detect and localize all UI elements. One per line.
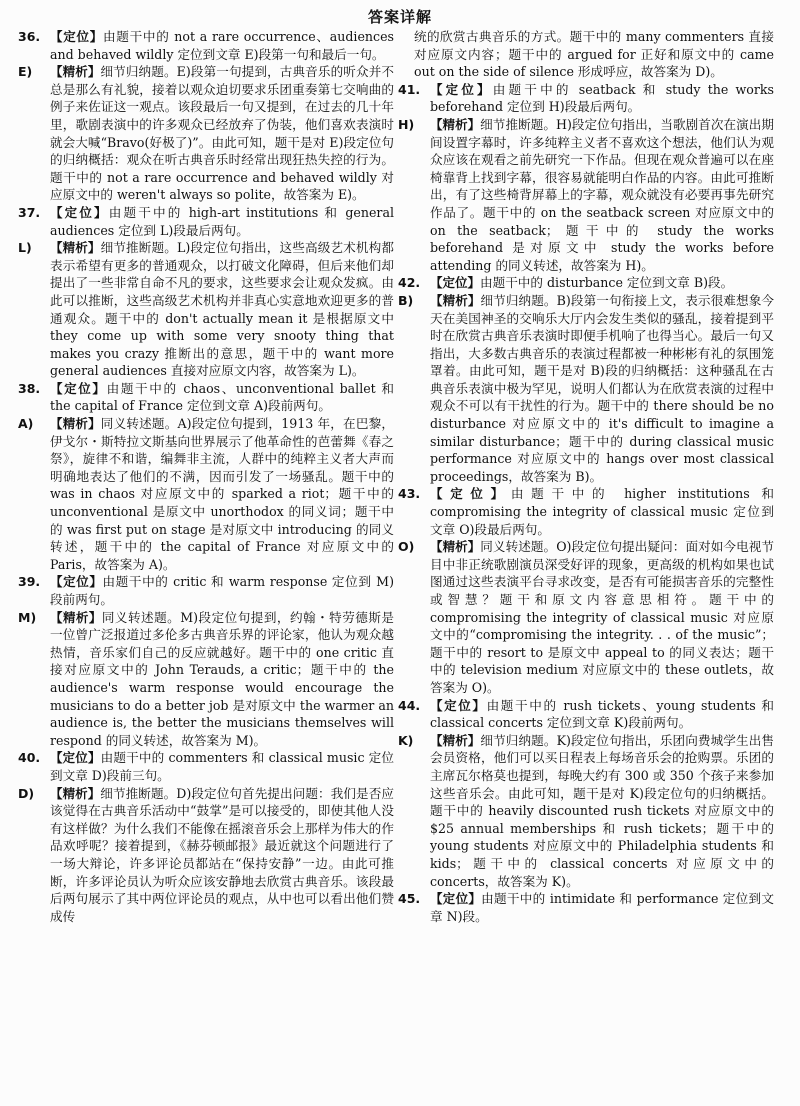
section-tag: 【精析】	[50, 785, 101, 801]
answer-entry	[18, 380, 394, 415]
section-tag: 【精析】	[50, 416, 101, 432]
section-tag: 【定位】	[50, 574, 103, 590]
question-number: M)	[18, 609, 37, 625]
section-tag: 【定位】	[430, 697, 487, 713]
answer-entry	[398, 485, 774, 538]
question-number: 36.	[18, 29, 41, 44]
entry-text: 由题干中的 high-art institutions 和 general audiences 定位到 L)段最后两句。	[50, 204, 394, 238]
question-number: B)	[398, 292, 414, 308]
answer-entry	[398, 697, 774, 732]
entry-text: 同义转述题。O)段定位句提出疑问：面对如今电视节目中非正统歌剧演员深受好评的现象，更高级的机构如果也试图通过这些表演平台寻求改变，是否有可能损害音乐的完整性或智慧？题干和原文内容意思相符。题干中的 compromising the integrity of classical music 对应原文中的“compromising the integrity. . . of the music”；题干中的 resort to 是原文中 appeal to 的同义表达；题干中的 television medium 对应原文中的 these outlets，故答案为 O)。	[430, 539, 774, 695]
section-tag: 【定位】	[50, 380, 107, 396]
answer-entry	[18, 28, 394, 63]
section-tag: 【精析】	[430, 292, 481, 308]
entry-text: 细节推断题。L)段定位句指出，这些高级艺术机构都表示希望有更多的普通观众，以打破文化障碍，但后来他们却提出了一些非常自命不凡的要求，这些要求会让观众发疯。由此可以推断，这些高级艺术机构并非真心实意地欢迎更多的普通观众。题干中的 don't actually mean it 是根据原文中 they come up with some very snooty thing that makes you crazy 推断出的意思，题干中的 want more general audiences 直接对应原文内容，故答案为 L)。	[50, 240, 394, 379]
answer-entry	[414, 28, 774, 81]
right-column	[398, 28, 774, 925]
entry-text: 由题干中的 chaos、unconventional ballet 和 the capital of France 定位到文章 A)段前两句。	[50, 380, 394, 414]
question-number: 45.	[398, 891, 421, 907]
section-tag: 【精析】	[430, 116, 481, 132]
section-tag: 【精析】	[430, 732, 481, 748]
section-tag: 【定位】	[50, 29, 103, 44]
question-number: 38.	[18, 380, 41, 396]
entry-text: 由题干中的 intimidate 和 performance 定位到文章 N)段。	[430, 891, 774, 924]
entry-text: 细节归纳题。B)段第一句衔接上文，表示很难想象今天在美国神圣的交响乐大厅内会发生类似的骚乱，接着提到平时在欣赏古典音乐表演时即便手机响了也得当心。最后一句又指出，大多数古典音乐的表演过程都被一种彬彬有礼的氛围笼罩着。由此可知，题干是对 B)段的归纳概括：这种骚乱在古典音乐表演中极为罕见，说明人们都认为在欣赏表演的过程中观众不可以有干扰性的行为。题干中的 there should be no disturbance 对应原文中的 it's difficult to imagine a similar disturbance；题干中的 during classical music performance 对应原文中的 hangs over most classical proceedings，故答案为 B)。	[430, 292, 774, 484]
entry-text: 由题干中的 disturbance 定位到文章 B)段。	[480, 275, 734, 291]
answer-entry	[18, 63, 394, 204]
question-number: O)	[398, 539, 415, 555]
entry-text: 由题干中的 higher institutions 和 compromising the integrity of classical music 定位到文章 O)段最后两句。	[430, 486, 774, 537]
answer-entry	[18, 415, 394, 573]
entry-text: 细节推断题。H)段定位句指出，当歌剧首次在演出期间设置字幕时，许多纯粹主义者不喜欢这个想法，他们认为观众应该在观看之前先研究一下作品。但现在观众普遍可以在座椅靠背上找到字幕，很容易就能明白作品的内容。由此可推断出，有了这些椅背屏幕上的字幕，观众就没有必要再事先研究作品了。题干中的 on the seatback screen 对应原文中的 on the seatback；题干中的 study the works beforehand 是对原文中 study the works before attending 的同义转述，故答案为 H)。	[430, 116, 774, 273]
question-number: 41.	[398, 81, 421, 97]
answer-entry	[398, 890, 774, 925]
section-tag: 【定位】	[430, 275, 481, 291]
question-number: E)	[18, 64, 33, 80]
section-tag: 【定位】	[430, 81, 493, 97]
section-tag: 【定位】	[430, 891, 482, 907]
section-tag: 【精析】	[50, 609, 102, 625]
left-column	[18, 28, 394, 925]
entry-text: 由题干中的 seatback 和 study the works beforehand 定位到 H)段最后两句。	[430, 81, 774, 115]
question-number: K)	[398, 732, 414, 748]
answer-entry	[18, 785, 394, 926]
entry-text: 由题干中的 commenters 和 classical music 定位到文章 D)段前三句。	[50, 750, 394, 783]
question-number: D)	[18, 785, 35, 801]
answer-entry	[398, 292, 774, 486]
entry-text: 细节归纳题。K)段定位句指出，乐团向费城学生出售会员资格，他们可以买日程表上每场音乐会的抢购票。乐团的主席瓦尔格莫也提到，每晚大约有 300 或 350 个孩子来参加这些音乐会。由此可知，题干是对 K)段定位句的归纳概括。题干中的 heavily discounted rush tickets 对应原文中的 $25 annual memberships 和 rush tickets；题干中的 young students 对应原文中的 Philadelphia students 和 kids；题干中的 classical concerts 对应原文中的 concerts，故答案为 K)。	[430, 732, 774, 889]
entry-text: 统的欣赏古典音乐的方式。题干中的 many commenters 直接对应原文内容；题干中的 argued for 正好和原文中的 came out on the side of silence 形成呼应，故答案为 D)。	[414, 29, 774, 80]
entry-text: 同义转述题。M)段定位句提到，约翰・特劳德斯是一位曾广泛报道过多伦多古典音乐界的评论家，他认为观众越热情，音乐家们自己的反应就越好。题干中的 one critic 直接对应原文中的 John Terauds, a critic；题干中的 the audience's warm response would encourage the musicians to do a better job 是对原文中 the warmer an audience is, the better the musicians themselves will respond 的同义转述，故答案为 M)。	[50, 609, 394, 748]
section-tag: 【定位】	[430, 486, 511, 502]
section-tag: 【精析】	[430, 539, 481, 555]
answer-entry	[18, 749, 394, 784]
answer-entry	[18, 204, 394, 239]
question-number: 44.	[398, 697, 421, 713]
question-number: 37.	[18, 204, 41, 220]
question-number: 43.	[398, 486, 421, 502]
entry-text: 由题干中的 not a rare occurrence、audiences and behaved wildly 定位到文章 E)段第一句和最后一句。	[50, 29, 394, 62]
entry-text: 由题干中的 critic 和 warm response 定位到 M)段前两句。	[50, 574, 394, 607]
entry-text: 细节归纳题。E)段第一句提到，古典音乐的听众并不总是那么有礼貌，接着以观众迫切要求乐团重奏第七交响曲的例子来佐证这一观点。该段最后一句又提到，在过去的几十年里，歌剧表演中的许多观众已经放弃了伪装，他们喜欢表演时就会大喊“Bravo(好极了)”。由此可知，题干是对 E)段定位句的归纳概括：观众在听古典音乐时经常出现狂热失控的行为。题干中的 not a rare occurrence and behaved wildly 对应原文中的 weren't always so polite，故答案为 E)。	[50, 64, 394, 203]
answer-entry	[18, 609, 394, 750]
question-number: 42.	[398, 275, 421, 291]
question-number: 40.	[18, 750, 41, 766]
section-tag: 【精析】	[50, 64, 101, 80]
page-title: 答案详解	[367, 8, 432, 26]
section-tag: 【定位】	[50, 204, 109, 220]
question-number: 39.	[18, 574, 41, 590]
answer-entry	[398, 116, 774, 274]
answer-entry	[18, 573, 394, 608]
section-tag: 【精析】	[50, 240, 101, 256]
answer-entry	[398, 81, 774, 116]
answer-entry	[398, 732, 774, 890]
entry-text: 同义转述题。A)段定位句提到，1913 年，在巴黎，伊戈尔・斯特拉文斯基向世界展示了他革命性的芭蕾舞《春之祭》，旋律不和谐，编舞非主流，人群中的纯粹主义者大声而明确地表达了他们的不满，因而引发了一场骚乱。题干中的 was in chaos 对应原文中的 sparked a riot；题干中的 unconventional 是原文中 unorthodox 的同义词；题干中的 was first put on stage 是对原文中 introducing 的同义转述，题干中的 the capital of France 对应原文中的 Paris，故答案为 A)。	[50, 416, 394, 572]
entry-text: 细节推断题。D)段定位句首先提出问题：我们是否应该觉得在古典音乐活动中“鼓掌”是可以接受的，即使其他人没有这样做？为什么我们不能像在摇滚音乐会上那样为伟大的作品欢呼呢？接着提到，《赫芬顿邮报》最近就这个问题进行了一场大辩论，许多评论员都站在“保持安静”一边。由此可推断，许多评论员认为听众应该安静地去欣赏古典音乐。该段最后两句展示了其中两位评论员的观点，从中也可以看出他们赞成传	[50, 785, 394, 924]
entry-text: 由题干中的 rush tickets、young students 和 classical concerts 定位到文章 K)段前两句。	[430, 697, 774, 731]
question-number: A)	[18, 416, 34, 432]
section-tag: 【定位】	[50, 750, 101, 766]
answer-entry	[18, 239, 394, 380]
answer-entry	[398, 538, 774, 696]
question-number: H)	[398, 116, 415, 132]
question-number: L)	[18, 240, 32, 256]
answer-entry	[398, 274, 774, 292]
